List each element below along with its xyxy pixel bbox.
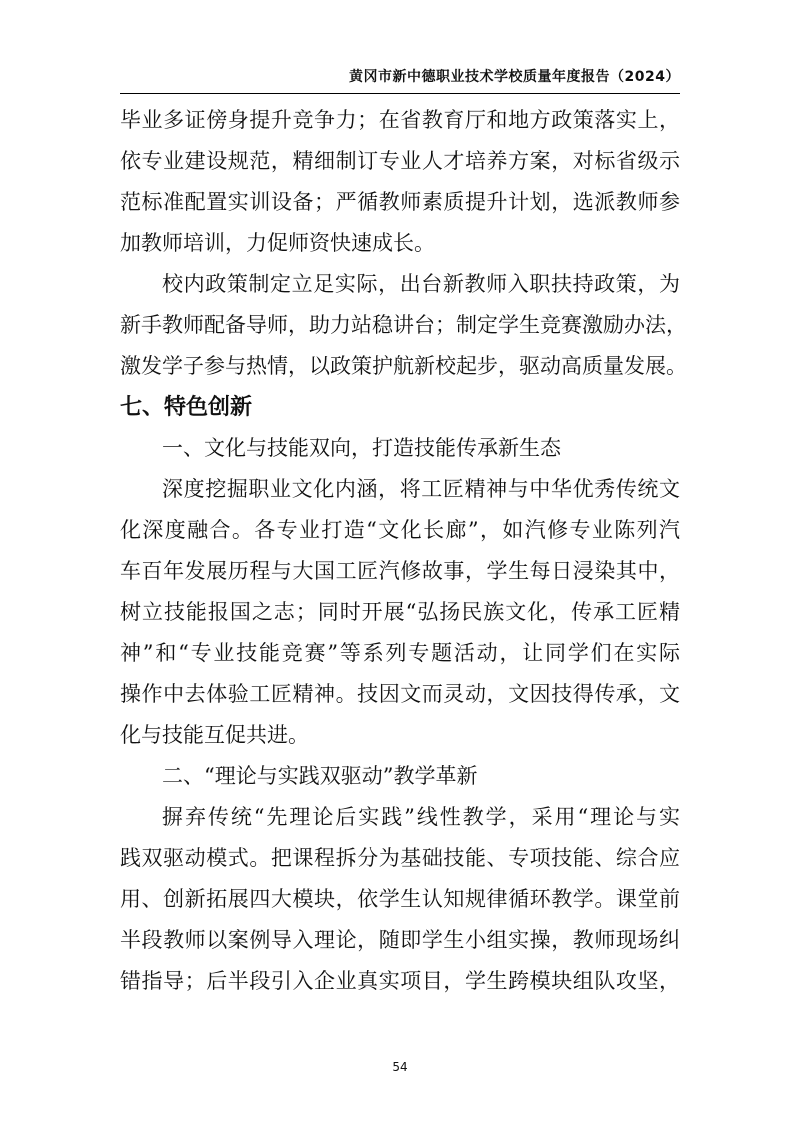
paragraph-line: 化与技能互促共进。 — [120, 723, 309, 747]
paragraph-line: 半段教师以案例导入理论，随即学生小组实操，教师现场纠 — [120, 928, 680, 952]
paragraph-line: 操作中去体验工匠精神。技因文而灵动，文因技得传承，文 — [120, 682, 680, 706]
paragraph-line: 毕业多证傍身提升竞争力；在省教育厅和地方政策落实上， — [120, 108, 680, 132]
paragraph-line: 新手教师配备导师，助力站稳讲台；制定学生竞赛激励办法， — [120, 313, 687, 337]
paragraph-line: 依专业建设规范，精细制订专业人才培养方案，对标省级示 — [120, 149, 680, 173]
page-number: 54 — [392, 1060, 408, 1074]
paragraph-line: 深度挖掘职业文化内涵，将工匠精神与中华优秀传统文 — [162, 477, 680, 501]
header-divider — [120, 93, 680, 94]
page-body — [120, 100, 687, 1002]
report-header-title: 黄冈市新中德职业技术学校质量年度报告（2024） — [349, 69, 680, 85]
paragraph-line: 加教师培训，力促师资快速成长。 — [120, 231, 435, 255]
subsection-heading: 一、文化与技能双向，打造技能传承新生态 — [162, 436, 561, 460]
paragraph-line: 摒弃传统“先理论后实践”线性教学，采用“理论与实 — [162, 805, 680, 829]
paragraph-line: 神”和“专业技能竞赛”等系列专题活动，让同学们在实际 — [120, 641, 680, 665]
paragraph-line: 用、创新拓展四大模块，依学生认知规律循环教学。课堂前 — [120, 887, 680, 911]
paragraph-line: 践双驱动模式。把课程拆分为基础技能、专项技能、综合应 — [120, 846, 680, 870]
paragraph-line: 激发学子参与热情，以政策护航新校起步，驱动高质量发展。 — [120, 354, 687, 378]
paragraph-line: 化深度融合。各专业打造“文化长廊”，如汽修专业陈列汽 — [120, 518, 680, 542]
subsection-heading: 二、“理论与实践双驱动”教学革新 — [162, 764, 478, 788]
paragraph-line: 范标准配置实训设备；严循教师素质提升计划，选派教师参 — [120, 190, 680, 214]
paragraph-line: 错指导；后半段引入企业真实项目，学生跨模块组队攻坚， — [120, 969, 680, 993]
paragraph-line: 校内政策制定立足实际，出台新教师入职扶持政策，为 — [162, 272, 680, 296]
paragraph-line: 车百年发展历程与大国工匠汽修故事，学生每日浸染其中， — [120, 559, 680, 583]
section-heading: 七、特色创新 — [120, 395, 253, 420]
paragraph-line: 树立技能报国之志；同时开展“弘扬民族文化，传承工匠精 — [120, 600, 680, 624]
